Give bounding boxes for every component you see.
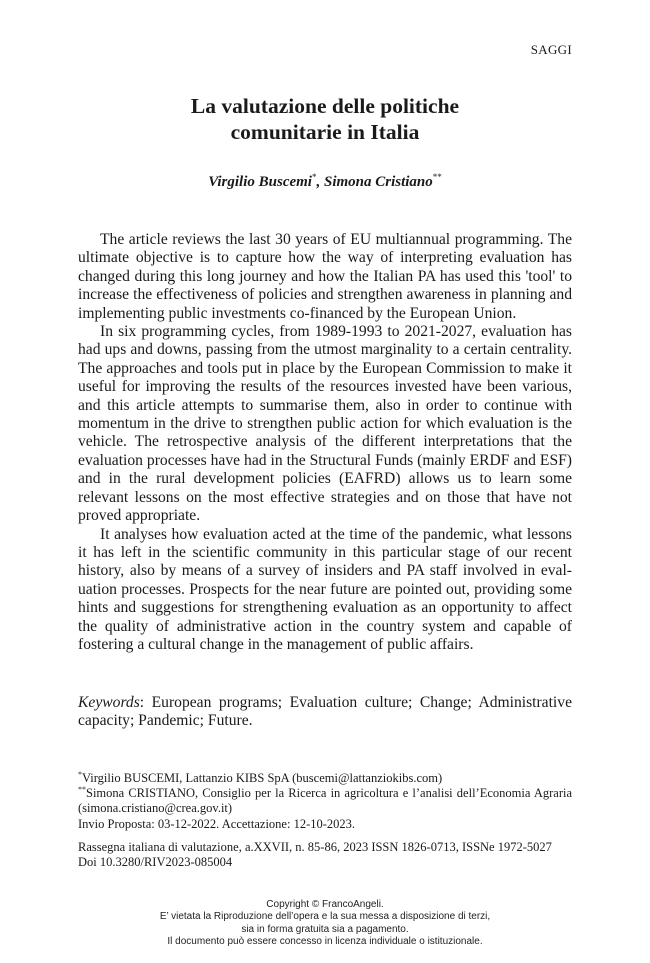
footnote-author-1 [78, 771, 572, 786]
author-list [0, 174, 650, 191]
section-label: SAGGI [530, 42, 572, 57]
footnote-mark: * [78, 769, 82, 779]
author-name-1: Virgilio Buscemi [208, 174, 312, 190]
article-title [0, 93, 650, 145]
footnote-text: Virgilio BUSCEMI, Lattanzio KIBS SpA (buscemi@lattanziokibs.com) [82, 771, 443, 785]
author-name-2: Simona Cristiano [323, 174, 433, 190]
footnote-author-2 [78, 786, 572, 816]
doi: Doi 10.3280/RIV2023-085004 [78, 855, 233, 870]
keywords-label: Keywords [78, 694, 140, 711]
abstract-paragraph: In six programming cycles, from 1989-1993 to 2021-2027, evaluation has had ups and downs, passing from the utmost marginality to a certain centrality. The approaches and tools put in place by the European Commission to make it useful for improving the results of the resources invested have been various, and this article attempts to summarise them, also in order to continue with momentum in the drive to strengthen public action for which evaluation is the vehicle. The retrospective analysis of the different interpretations that the evaluation processes have had in the Structural Funds (mainly ERDF and ESF) and in the rural development policies (EAFRD) allows us to learn some relevant lessons on the most effective strategies and on those that have not proved appropriate. [78, 323, 572, 525]
footnote-text: Simona CRISTIANO, Consiglio per la Ricerca in agricoltura e l’analisi dell’Economia Agraria (simona.cristiano@crea.gov.it) [78, 786, 572, 816]
copyright-line: E’ vietata la Riproduzione dell’opera e la sua messa a disposizione di terzi, [159, 911, 491, 923]
author-separator: , [316, 174, 324, 190]
copyright-line: Il documento può essere concesso in licenza individuale o istituzionale. [167, 935, 483, 947]
title-line-2: comunitarie in Italia [230, 120, 420, 144]
copyright-line: Copyright © FrancoAngeli. [266, 899, 384, 910]
submission-dates: Invio Proposta: 03-12-2022. Accettazione: 12-10-2023. [78, 816, 356, 831]
footnotes [78, 771, 572, 870]
keywords-separator: : [139, 694, 152, 711]
abstract-paragraph: The article reviews the last 30 years of EU multiannual programming. The ultimate objective is to capture how the way of interpreting evaluation has changed during this long journey and how the Italian PA has used this 'tool' to increase the effectiveness of policies and strengthen awareness in planning and implementing public investments co-financed by the European Union. [78, 231, 572, 322]
abstract [78, 231, 572, 654]
author-1-footnote-mark: * [311, 172, 317, 182]
footnote-mark: ** [78, 785, 86, 795]
copyright-line: sia in forma gratuita sia a pagamento. [241, 923, 409, 935]
journal-citation: Rassegna italiana di valutazione, a.XXVII, n. 85-86, 2023 ISSN 1826-0713, ISSNe 1972-5027 [78, 839, 552, 854]
keywords [78, 694, 572, 731]
copyright-notice [0, 899, 650, 948]
abstract-paragraph: It analyses how evaluation acted at the time of the pandemic, what lessons it has left in the scientific community in this particular stage of our recent history, also by means of a survey of insiders and PA staff involved in evaluation processes. Prospects for the near future are pointed out, providing some hints and suggestions for strengthening evaluation as an opportunity to affect the quality of administrative action in the country system and capable of fostering a cultural change in the management of public affairs. [78, 525, 572, 653]
author-2-footnote-mark: ** [432, 172, 442, 182]
title-line-1: La valutazione delle politiche [190, 94, 460, 118]
keywords-text: European programs; Evaluation culture; Change; Administrative capacity; Pandemic; Future. [78, 694, 572, 730]
